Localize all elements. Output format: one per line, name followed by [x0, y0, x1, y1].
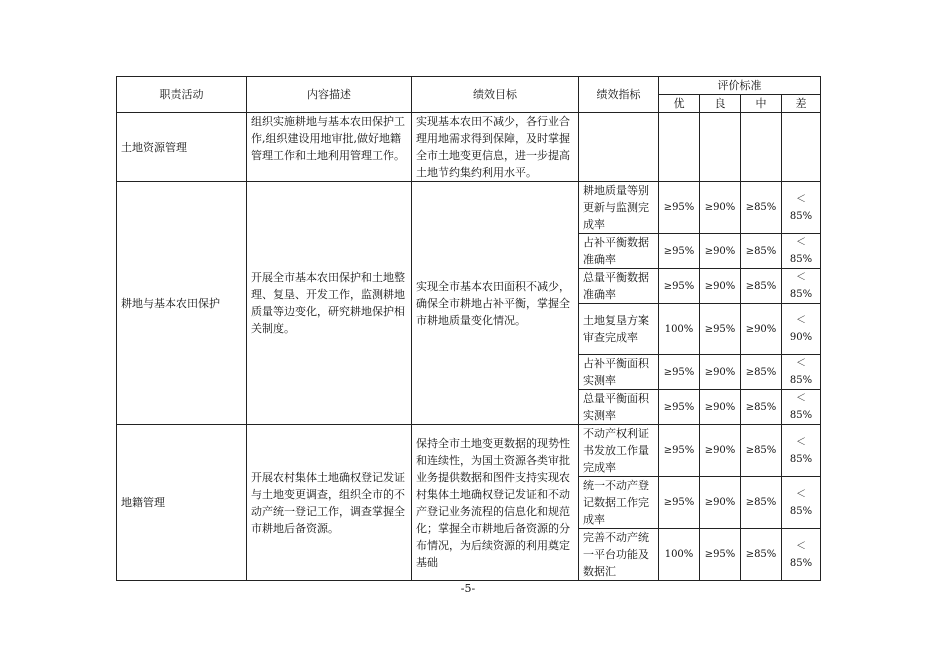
- value-cell: ≥85%: [741, 425, 782, 477]
- value-cell: ≥85%: [741, 477, 782, 529]
- grade-excellent: 优: [659, 95, 700, 113]
- value-cell: ≥85%: [741, 269, 782, 304]
- value-cell: ＜90%: [782, 304, 821, 355]
- goal-cell: 实现基本农田不减少，各行业合理用地需求得到保障，及时掌握全市土地变更信息，进一步提高土地节约集约利用水平。: [412, 113, 579, 182]
- value-cell: ≥95%: [659, 425, 700, 477]
- indicator-cell: 总量平衡面积实测率: [579, 390, 659, 425]
- duty-cell: 耕地与基本农田保护: [117, 182, 247, 425]
- performance-table: [116, 76, 821, 581]
- value-cell: ≥95%: [700, 304, 741, 355]
- value-cell: ≥90%: [700, 390, 741, 425]
- value-cell: 100%: [659, 304, 700, 355]
- value-cell: ≥90%: [700, 269, 741, 304]
- value-cell: 100%: [659, 529, 700, 581]
- table-row: [117, 425, 821, 477]
- duty-cell: 地籍管理: [117, 425, 247, 581]
- value-cell: ≥90%: [700, 182, 741, 234]
- indicator-cell: 土地复垦方案审查完成率: [579, 304, 659, 355]
- grade-good: 良: [700, 95, 741, 113]
- value-cell: ≥95%: [659, 477, 700, 529]
- value-cell: ≥85%: [741, 390, 782, 425]
- value-cell: ＜85%: [782, 390, 821, 425]
- value-cell: ≥85%: [741, 182, 782, 234]
- value-cell: ≥95%: [659, 269, 700, 304]
- header-goal: 绩效目标: [412, 77, 579, 113]
- value-cell: ≥95%: [659, 355, 700, 390]
- indicator-cell: 完善不动产统一平台功能及数据汇: [579, 529, 659, 581]
- header-indicator: 绩效指标: [579, 77, 659, 113]
- table-row: [117, 113, 821, 182]
- value-cell: ＜85%: [782, 477, 821, 529]
- header-content: 内容描述: [247, 77, 412, 113]
- value-cell: [741, 113, 782, 182]
- value-cell: [659, 113, 700, 182]
- goal-cell: 实现全市基本农田面积不减少，确保全市耕地占补平衡，掌握全市耕地质量变化情况。: [412, 182, 579, 425]
- indicator-cell: [579, 113, 659, 182]
- table-row: [117, 182, 821, 234]
- grade-poor: 差: [782, 95, 821, 113]
- grade-medium: 中: [741, 95, 782, 113]
- value-cell: ≥85%: [741, 355, 782, 390]
- indicator-cell: 不动产权利证书发放工作量完成率: [579, 425, 659, 477]
- value-cell: ≥95%: [659, 390, 700, 425]
- content-cell: 开展全市基本农田保护和土地整理、复垦、开发工作，监测耕地质量等边变化，研究耕地保护相关制度。: [247, 182, 412, 425]
- content-cell: 组织实施耕地与基本农田保护工作,组织建设用地审批,做好地籍管理工作和土地利用管理工作。: [247, 113, 412, 182]
- value-cell: ≥90%: [700, 355, 741, 390]
- value-cell: ≥95%: [659, 234, 700, 269]
- indicator-cell: 占补平衡面积实测率: [579, 355, 659, 390]
- indicator-cell: 统一不动产登记数据工作完成率: [579, 477, 659, 529]
- indicator-cell: 耕地质量等别更新与监测完成率: [579, 182, 659, 234]
- value-cell: ≥90%: [700, 477, 741, 529]
- value-cell: ＜85%: [782, 269, 821, 304]
- value-cell: ＜85%: [782, 425, 821, 477]
- value-cell: ≥90%: [700, 234, 741, 269]
- content-cell: 开展农村集体土地确权登记发证与土地变更调查，组织全市的不动产统一登记工作，调查掌握全市耕地后备资源。: [247, 425, 412, 581]
- value-cell: ＜85%: [782, 182, 821, 234]
- header-criteria: 评价标准: [659, 77, 821, 95]
- page-number: -5-: [460, 582, 476, 595]
- goal-cell: 保持全市土地变更数据的现势性和连续性，为国土资源各类审批业务提供数据和图件支持实现农村集体土地确权登记发证和不动产登记业务流程的信息化和规范化；掌握全市耕地后备资源的分布情况，为后续资源的利用奠定基础: [412, 425, 579, 581]
- duty-cell: 土地资源管理: [117, 113, 247, 182]
- value-cell: [782, 113, 821, 182]
- indicator-cell: 占补平衡数据准确率: [579, 234, 659, 269]
- value-cell: ≥95%: [659, 182, 700, 234]
- value-cell: ＜85%: [782, 529, 821, 581]
- value-cell: ＜85%: [782, 355, 821, 390]
- value-cell: ≥85%: [741, 234, 782, 269]
- value-cell: ≥95%: [700, 529, 741, 581]
- value-cell: [700, 113, 741, 182]
- value-cell: ＜85%: [782, 234, 821, 269]
- value-cell: ≥90%: [741, 304, 782, 355]
- indicator-cell: 总量平衡数据准确率: [579, 269, 659, 304]
- value-cell: ≥90%: [700, 425, 741, 477]
- header-duty: 职责活动: [117, 77, 247, 113]
- value-cell: ≥85%: [741, 529, 782, 581]
